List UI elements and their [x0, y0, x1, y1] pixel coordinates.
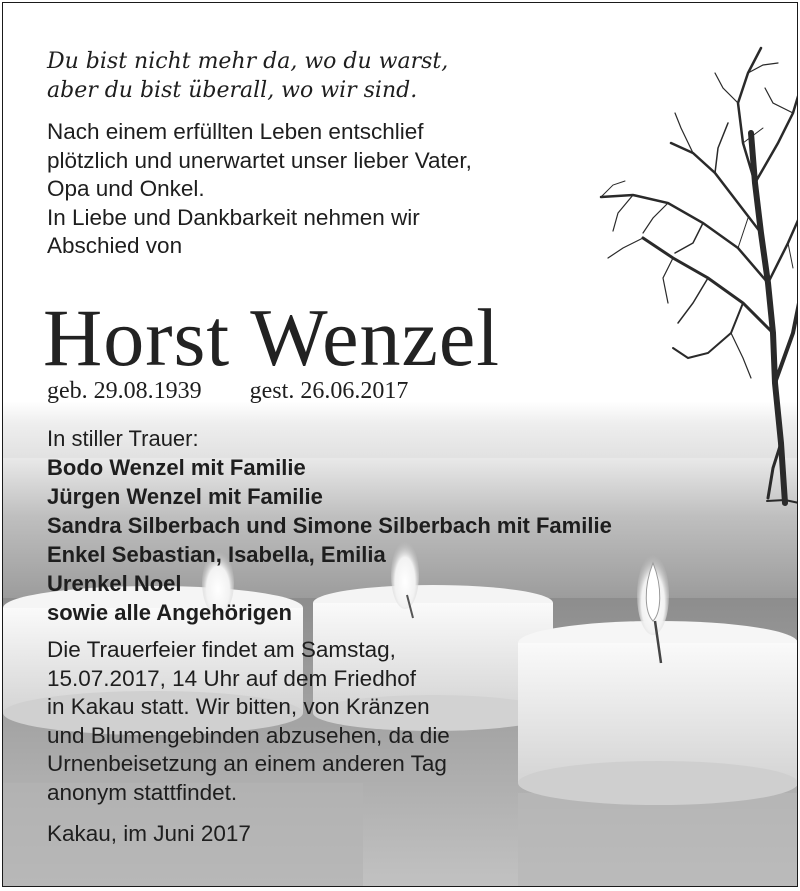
intro-paragraph	[47, 118, 472, 261]
service-line: und Blumengebinden abzusehen, da die	[47, 722, 450, 748]
mourners-list	[47, 424, 612, 627]
service-line: Die Trauerfeier findet am Samstag,	[47, 637, 396, 662]
mourner-entry: Sandra Silberbach und Simone Silberbach mit Familie	[47, 513, 612, 538]
deceased-name: Horst Wenzel	[43, 292, 501, 383]
opening-verse	[47, 47, 448, 105]
intro-line: Abschied von	[47, 233, 183, 258]
funeral-service-info	[47, 636, 450, 807]
intro-line: In Liebe und Dankbarkeit nehmen wir	[47, 204, 420, 230]
service-line: Urnenbeisetzung an einem anderen Tag	[47, 751, 447, 776]
intro-line: Opa und Onkel.	[47, 176, 205, 201]
verse-line: aber du bist überall, wo wir sind.	[47, 78, 418, 103]
service-line: anonym stattfindet.	[47, 779, 238, 805]
intro-line: plötzlich und unerwartet unser lieber Vater,	[47, 147, 472, 173]
life-dates	[47, 376, 408, 406]
mourner-entry: Bodo Wenzel mit Familie	[47, 455, 306, 480]
mourner-entry: sowie alle Angehörigen	[47, 600, 292, 625]
verse-line: Du bist nicht mehr da, wo du warst,	[47, 49, 449, 74]
service-line: 15.07.2017, 14 Uhr auf dem Friedhof	[47, 665, 416, 691]
mourners-heading: In stiller Trauer:	[47, 426, 199, 451]
place-and-date: Kakau, im Juni 2017	[47, 821, 251, 846]
service-line: in Kakau statt. Wir bitten, von Kränzen	[47, 694, 430, 719]
mourner-entry: Enkel Sebastian, Isabella, Emilia	[47, 542, 386, 567]
birth-date: geb. 29.08.1939	[47, 378, 202, 404]
obituary-notice	[2, 2, 798, 887]
death-date: gest. 26.06.2017	[249, 378, 409, 404]
intro-line: Nach einem erfüllten Leben entschlief	[47, 119, 424, 144]
mourner-entry: Jürgen Wenzel mit Familie	[47, 484, 323, 509]
mourner-entry: Urenkel Noel	[47, 571, 182, 596]
